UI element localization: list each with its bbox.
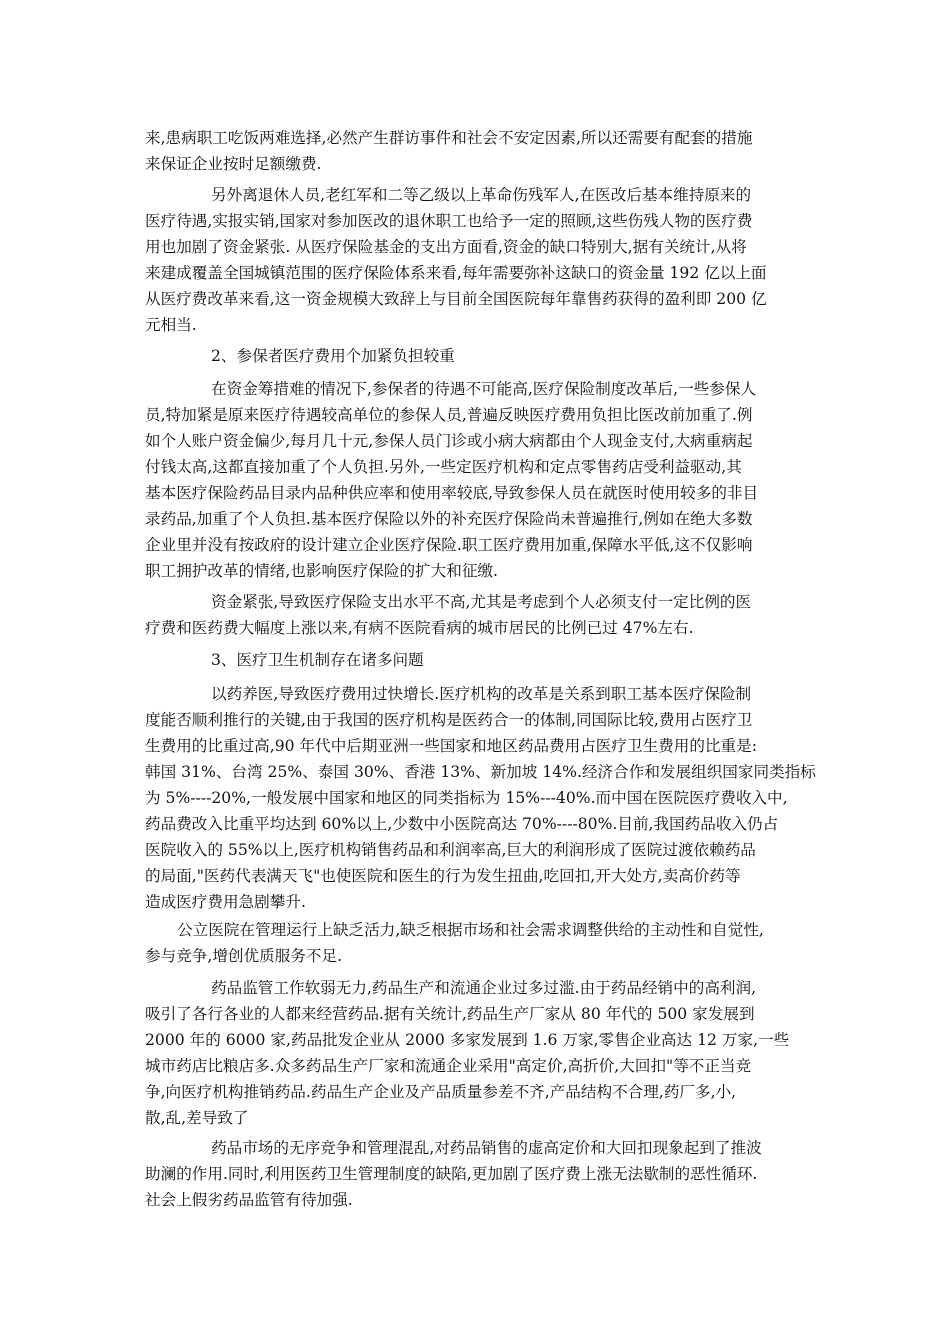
text-line: 医院收入的 55%以上,医疗机构销售药品和利润率高,巨大的利润形成了医院过渡依赖药品: [145, 841, 756, 859]
paragraph: [145, 376, 817, 584]
text-line: 从医疗费改革来看,这一资金规模大致辞上与目前全国医院每年靠售药获得的盈利即 200 亿: [145, 290, 767, 308]
heading-text: 2、参保者医疗费用个加紧负担较重: [211, 347, 455, 365]
text-line: 生费用的比重过高,90 年代中后期亚洲一些国家和地区药品费用占医疗卫生费用的比重是:: [145, 737, 757, 755]
paragraph: [145, 975, 817, 1131]
text-line: 来建成覆盖全国城镇范围的医疗保险体系来看,每年需要弥补这缺口的资金量 192 亿以上面: [145, 264, 767, 282]
text-line: 城市药店比粮店多.众多药品生产厂家和流通企业采用"高定价,高折价,大回扣"等不正当竞: [145, 1057, 752, 1075]
text-line: 医疗待遇,实报实销,国家对参加医改的退休职工也给予一定的照顾,这些伤残人物的医疗费: [145, 212, 753, 230]
paragraph: [145, 917, 817, 969]
text-line: 争,向医疗机构推销药品.药品生产企业及产品质量参差不齐,产品结构不合理,药厂多,小,: [145, 1083, 737, 1101]
text-line: 韩国 31%、台湾 25%、泰国 30%、香港 13%、新加坡 14%.经济合作和发展组织国家同类指标: [145, 763, 816, 781]
text-line: 为 5%----20%,一般发展中国家和地区的同类指标为 15%---40%.而中国在医院医疗费收入中,: [145, 789, 788, 807]
text-line: 药品监管工作软弱无力,药品生产和流通企业过多过滥.由于药品经销中的高利润,: [211, 979, 757, 997]
text-line: 员,特加紧是原来医疗待遇较高单位的参保人员,普遍反映医疗费用负担比医改前加重了.例: [145, 406, 753, 424]
paragraph: [145, 1135, 817, 1213]
text-line: 疗费和医药费大幅度上涨以来,有病不医院看病的城市居民的比例已过 47%左右.: [145, 619, 694, 637]
paragraph: [145, 589, 817, 641]
heading-text: 3、医疗卫生机制存在诸多问题: [211, 651, 424, 669]
text-line: 吸引了各行各业的人都来经营药品.据有关统计,药品生产厂家从 80 年代的 500 家发展到: [145, 1005, 755, 1023]
text-line: 助澜的作用.同时,利用医药卫生管理制度的缺陷,更加剧了医疗费上涨无法歇制的恶性循环.: [145, 1165, 758, 1183]
text-line: 职工拥护改革的情绪,也影响医疗保险的扩大和征缴.: [145, 562, 498, 580]
paragraph: [145, 681, 817, 915]
text-line: 如个人账户资金偏少,每月几十元,参保人员门诊或小病大病都由个人现金支付,大病重病起: [145, 432, 753, 450]
text-line: 在资金筹措难的情况下,参保者的待遇不可能高,医疗保险制度改革后,一些参保人: [211, 380, 757, 398]
text-line: 参与竞争,增创优质服务不足.: [145, 947, 343, 965]
text-line: 社会上假劣药品监管有待加强.: [145, 1191, 353, 1209]
text-line: 付钱太高,这都直接加重了个人负担.另外,一些定医疗机构和定点零售药店受利益驱动,其: [145, 458, 742, 476]
text-line: 另外离退休人员,老红军和二等乙级以上革命伤残军人,在医改后基本维持原来的: [211, 186, 752, 204]
text-line: 基本医疗保险药品目录内品种供应率和使用率较底,导致参保人员在就医时使用较多的非目: [145, 484, 759, 502]
text-line: 来,患病职工吃饭两难选择,必然产生群访事件和社会不安定因素,所以还需要有配套的措施: [145, 129, 753, 147]
text-line: 的局面,"医药代表满天飞"也使医院和医生的行为发生扭曲,吃回扣,开大处方,卖高价药等: [145, 867, 741, 885]
text-line: 度能否顺利推行的关键,由于我国的医疗机构是医药合一的体制,同国际比较,费用占医疗卫: [145, 711, 753, 729]
text-line: 企业里并没有按政府的设计建立企业医疗保险.职工医疗费用加重,保障水平低,这不仅影响: [145, 536, 753, 554]
text-line: 2000 年的 6000 家,药品批发企业从 2000 多家发展到 1.6 万家,零售企业高达 12 万家,一些: [145, 1031, 790, 1049]
text-line: 公立医院在管理运行上缺乏活力,缺乏根据市场和社会需求调整供给的主动性和自觉性,: [177, 921, 764, 939]
section-heading: [211, 343, 455, 369]
text-line: 药品费改入比重平均达到 60%以上,少数中小医院高达 70%----80%.目前,我国药品收入仍占: [145, 815, 779, 833]
text-line: 用也加剧了资金紧张. 从医疗保险基金的支出方面看,资金的缺口特别大,据有关统计,从将: [145, 238, 747, 256]
paragraph: [145, 125, 817, 177]
section-heading: [211, 647, 424, 673]
text-line: 资金紧张,导致医疗保险支出水平不高,尤其是考虑到个人必须支付一定比例的医: [211, 593, 752, 611]
text-line: 来保证企业按时足额缴费.: [145, 155, 322, 173]
text-line: 以药养医,导致医疗费用过快增长.医疗机构的改革是关系到职工基本医疗保险制: [211, 685, 752, 703]
text-line: 药品市场的无序竞争和管理混乱,对药品销售的虚高定价和大回扣现象起到了推波: [211, 1139, 762, 1157]
paragraph: [145, 182, 817, 338]
text-line: 录药品,加重了个人负担.基本医疗保险以外的补充医疗保险尚未普遍推行,例如在绝大多数: [145, 510, 753, 528]
text-line: 散,乱,差导致了: [145, 1109, 249, 1127]
text-line: 元相当.: [145, 316, 197, 334]
text-line: 造成医疗费用急剧攀升.: [145, 893, 306, 911]
